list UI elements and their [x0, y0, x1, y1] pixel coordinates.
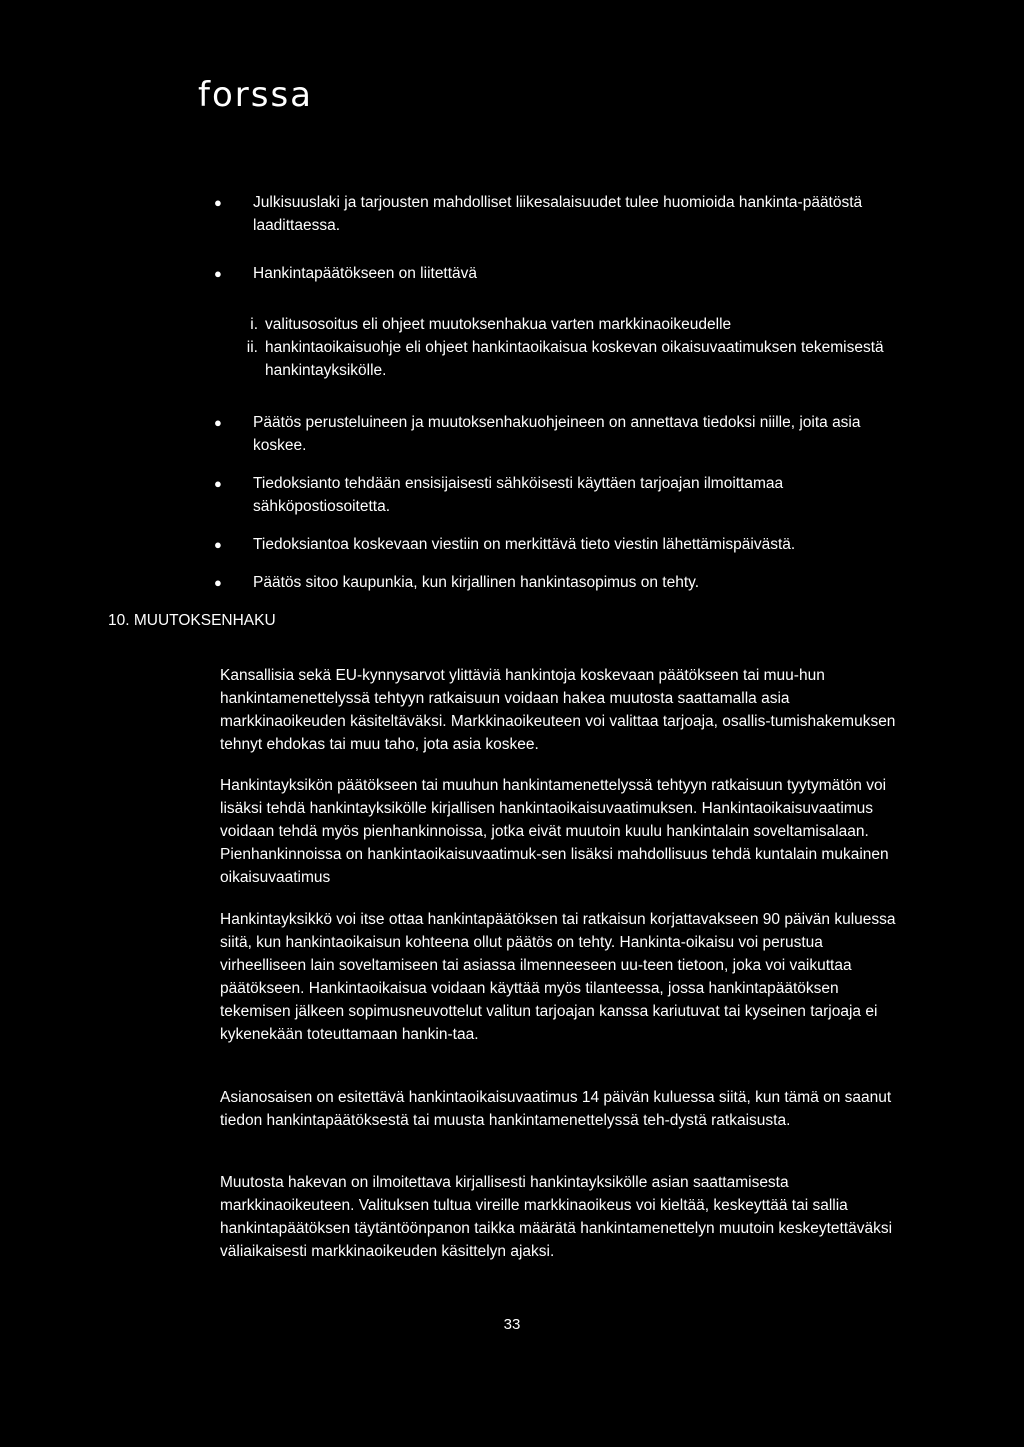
attachment-item	[236, 313, 906, 336]
forssa-logo: forssa	[198, 75, 314, 115]
bullet-item	[214, 262, 904, 285]
bullet-text: Hankintapäätökseen on liitettävä	[253, 265, 478, 282]
bullet-item	[214, 472, 904, 518]
attachment-text: valitusosoitus eli ohjeet muutoksenhakua varten markkinaoikeudelle	[265, 316, 732, 333]
bullet-item	[214, 533, 904, 556]
bullet-dot-icon: ●	[214, 415, 222, 430]
bullet-dot-icon: ●	[214, 476, 222, 491]
bullet-dot-icon: ●	[214, 537, 222, 552]
bullet-text: Päätös perusteluineen ja muutoksenhakuohjeineen on annettava tiedoksi niille, joita asia koskee.	[253, 414, 861, 454]
paragraph: Hankintayksikön päätökseen tai muuhun hankintamenettelyssä tehtyyn ratkaisuun tyytymätön voi lisäksi tehdä hankintayksikölle kirjallisen hankintaoikaisuvaatimuksen. Hankintaoikaisuvaatimus voidaan tehdä myös pienhankinnoissa, jotka eivät muutoin kuulu hankintalain soveltamisalaan. Pienhankinnoissa on hankintaoikaisuvaatimuk-sen lisäksi mahdollisuus tehdä kuntalain mukainen oikaisuvaatimus	[220, 777, 889, 886]
attachment-number: ii.	[246, 339, 258, 356]
paragraph: Muutosta hakevan on ilmoitettava kirjallisesti hankintayksikölle asian saattamisesta markkinaoikeuteen. Valituksen tultua vireille markkinaoikeus voi kieltää, keskeyttää tai sallia hankintapäätöksen täytäntöönpanon taikka määrätä hankintamenettelyn muutoin keskeytettäväksi väliaikaisesti markkinaoikeuden käsittelyn ajaksi.	[220, 1174, 893, 1260]
bullet-text: Tiedoksiantoa koskevaan viestiin on merkittävä tieto viestin lähettämispäivästä.	[253, 536, 796, 553]
bullet-text: Päätös sitoo kaupunkia, kun kirjallinen hankintasopimus on tehty.	[253, 574, 700, 591]
bullet-item	[214, 411, 904, 457]
bullet-text: Julkisuuslaki ja tarjousten mahdolliset liikesalaisuudet tulee huomioida hankinta-päätöstä laadittaessa.	[253, 194, 863, 234]
section-heading: 10. MUUTOKSENHAKU	[108, 612, 276, 629]
paragraph: Asianosaisen on esitettävä hankintaoikaisuvaatimus 14 päivän kuluessa siitä, kun tämä on saanut tiedon hankintapäätöksestä tai muusta hankintamenettelyssä teh-dystä ratkaisusta.	[220, 1089, 892, 1129]
attachment-text: hankintaoikaisuohje eli ohjeet hankintaoikaisua koskevan oikaisuvaatimuksen tekemisestä hankintayksikölle.	[265, 339, 884, 379]
bullet-item	[214, 571, 904, 594]
paragraph: Kansallisia sekä EU-kynnysarvot ylittäviä hankintoja koskevaan päätökseen tai muu-hun hankintamenettelyssä tehtyyn ratkaisuun voidaan hakea muutosta saattamalla asia markkinaoikeuden käsiteltäväksi. Markkinaoikeuteen voi valittaa tarjoaja, osallis-tumishakemuksen tehnyt ehdokas tai muu taho, jota asia koskee.	[220, 667, 896, 753]
attachment-item	[236, 336, 906, 382]
bullet-item	[214, 191, 904, 237]
bullet-text: Tiedoksianto tehdään ensisijaisesti sähköisesti käyttäen tarjoajan ilmoittamaa sähköpostiosoitetta.	[253, 475, 784, 515]
bullet-dot-icon: ●	[214, 195, 222, 210]
attachment-number: i.	[250, 316, 258, 333]
page-number: 33	[503, 1316, 521, 1333]
bullet-dot-icon: ●	[214, 575, 222, 590]
bullet-dot-icon: ●	[214, 266, 222, 281]
paragraph: Hankintayksikkö voi itse ottaa hankintapäätöksen tai ratkaisun korjattavakseen 90 päivän kuluessa siitä, kun hankintaoikaisun kohteena ollut päätös on tehty. Hankinta-oikaisu voi perustua virheelliseen lain soveltamiseen tai asiassa ilmenneeseen uu-teen tietoon, joka voi vaikuttaa päätökseen. Hankintaoikaisua voidaan käyttää myös tilanteessa, jossa hankintapäätöksen tekemisen jälkeen sopimusneuvottelut valitun tarjoajan kanssa kariutuvat tai kyseinen tarjoaja ei kykenekään toteuttamaan hankin-taa.	[220, 911, 896, 1043]
